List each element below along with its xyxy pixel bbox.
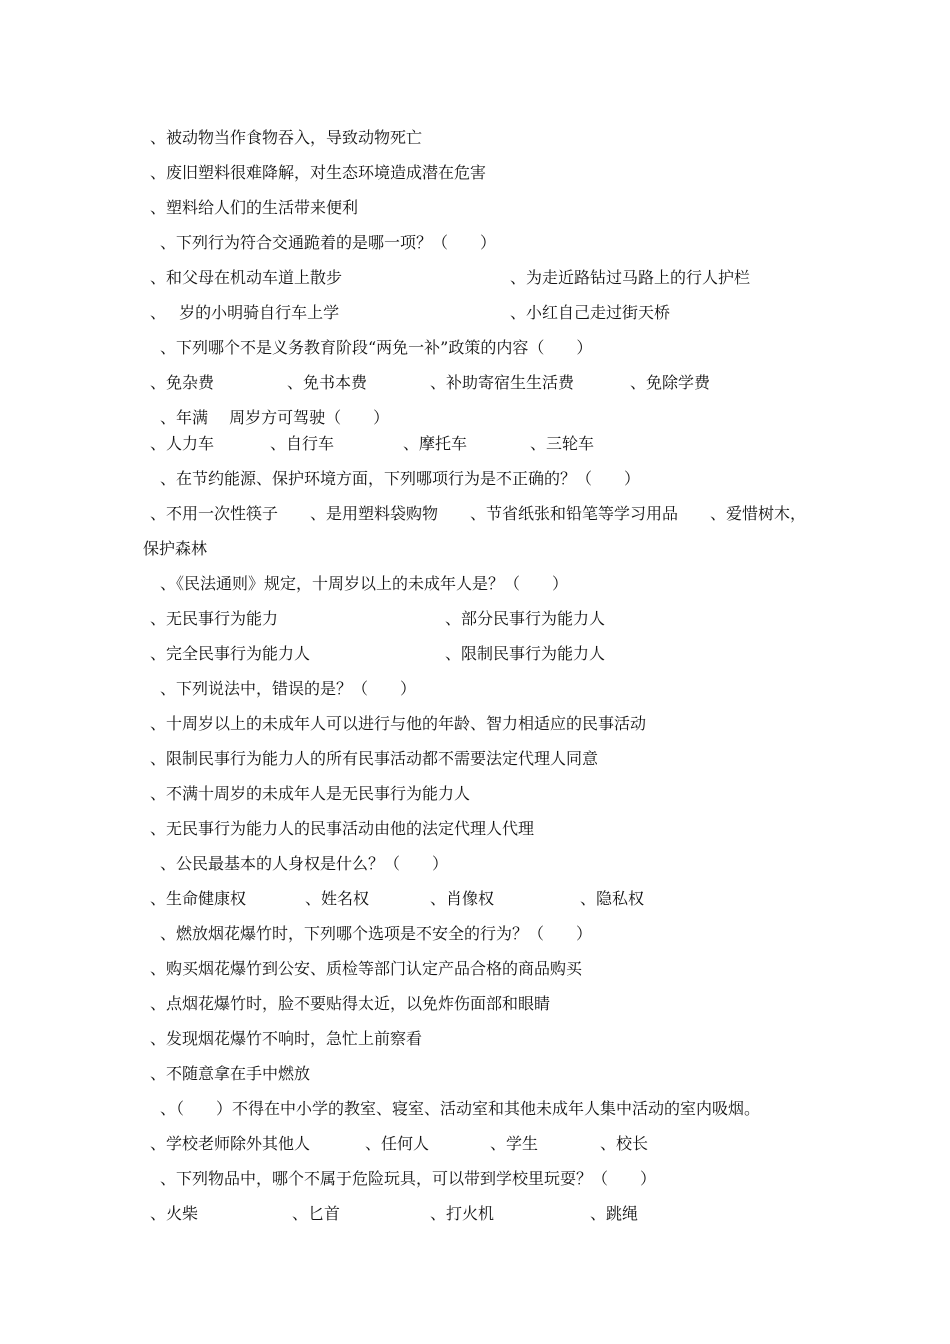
question-line: 、下列说法中，错误的是？（ ）	[160, 679, 417, 698]
option-c: 、补助寄宿生生活费	[430, 373, 575, 392]
option-c: 、摩托车	[403, 434, 468, 453]
option-line: 、塑料给人们的生活带来便利	[150, 198, 359, 217]
option-d: 、校长	[600, 1134, 649, 1153]
option-c: 、打火机	[430, 1204, 495, 1223]
question-line: 、年满 周岁方可驾驶（ ）	[160, 408, 390, 427]
option-line: 、限制民事行为能力人的所有民事活动都不需要法定代理人同意	[150, 749, 599, 768]
option-row	[150, 268, 850, 288]
option-row	[150, 373, 850, 393]
option-c: 、肖像权	[430, 889, 495, 908]
option-row	[150, 434, 850, 454]
option-b: 、匕首	[292, 1204, 341, 1223]
option-line: 、购买烟花爆竹到公安、质检等部门认定产品合格的商品购买	[150, 959, 583, 978]
question-line: 、燃放烟花爆竹时，下列哪个选项是不安全的行为？（ ）	[160, 924, 593, 943]
option-row	[150, 303, 850, 323]
question-line: 、在节约能源、保护环境方面，下列哪项行为是不正确的？（ ）	[160, 469, 641, 488]
question-line: 、下列物品中，哪个不属于危险玩具，可以带到学校里玩耍？（ ）	[160, 1169, 657, 1188]
question-line: 、下列行为符合交通跪着的是哪一项？（ ）	[160, 233, 497, 252]
option-b: 、自行车	[270, 434, 335, 453]
option-line: 、无民事行为能力人的民事活动由他的法定代理人代理	[150, 819, 535, 838]
option-row	[150, 1204, 850, 1224]
option-a: 、免杂费	[150, 373, 215, 392]
question-line: 、下列哪个不是义务教育阶段“两免一补”政策的内容（ ）	[160, 338, 593, 357]
option-d: 、限制民事行为能力人	[445, 644, 606, 663]
option-d: 、免除学费	[630, 373, 711, 392]
option-a: 、人力车	[150, 434, 215, 453]
option-line: 、不随意拿在手中燃放	[150, 1064, 311, 1083]
option-row	[150, 609, 850, 629]
option-line: 、十周岁以上的未成年人可以进行与他的年龄、智力相适应的民事活动	[150, 714, 647, 733]
option-line: 、点烟花爆竹时，脸不要贴得太近，以免炸伤面部和眼睛	[150, 994, 551, 1013]
option-a: 、生命健康权	[150, 889, 247, 908]
option-line: 、废旧塑料很难降解，对生态环境造成潜在危害	[150, 163, 487, 182]
question-line: 、《民法通则》规定，十周岁以上的未成年人是？（ ）	[160, 574, 569, 593]
option-line: 、被动物当作食物吞入，导致动物死亡	[150, 128, 423, 147]
option-line: 、不用一次性筷子 、是用塑料袋购物 、节省纸张和铅笔等学习用品 、爱惜树木，	[150, 504, 807, 523]
option-row	[150, 889, 850, 909]
option-b: 、任何人	[365, 1134, 430, 1153]
option-b: 、部分民事行为能力人	[445, 609, 606, 628]
option-line: 、不满十周岁的未成年人是无民事行为能力人	[150, 784, 471, 803]
option-line-continued: 保护森林	[143, 539, 208, 558]
option-b: 、免书本费	[287, 373, 368, 392]
option-b: 、姓名权	[305, 889, 370, 908]
option-a: 、火柴	[150, 1204, 199, 1223]
question-line: 、公民最基本的人身权是什么？（ ）	[160, 854, 449, 873]
option-d: 、小红自己走过街天桥	[510, 303, 671, 322]
option-d: 、隐私权	[580, 889, 645, 908]
option-b: 、为走近路钻过马路上的行人护栏	[510, 268, 751, 287]
option-c: 、 岁的小明骑自行车上学	[150, 303, 340, 322]
option-a: 、无民事行为能力	[150, 609, 279, 628]
question-line: 、（ ）不得在中小学的教室、寝室、活动室和其他未成年人集中活动的室内吸烟。	[160, 1099, 761, 1118]
option-a: 、学校老师除外其他人	[150, 1134, 311, 1153]
option-c: 、完全民事行为能力人	[150, 644, 311, 663]
option-d: 、跳绳	[590, 1204, 639, 1223]
option-row	[150, 1134, 850, 1154]
option-a: 、和父母在机动车道上散步	[150, 268, 343, 287]
option-row	[150, 644, 850, 664]
option-c: 、学生	[490, 1134, 539, 1153]
option-line: 、发现烟花爆竹不响时，急忙上前察看	[150, 1029, 423, 1048]
option-d: 、三轮车	[530, 434, 595, 453]
